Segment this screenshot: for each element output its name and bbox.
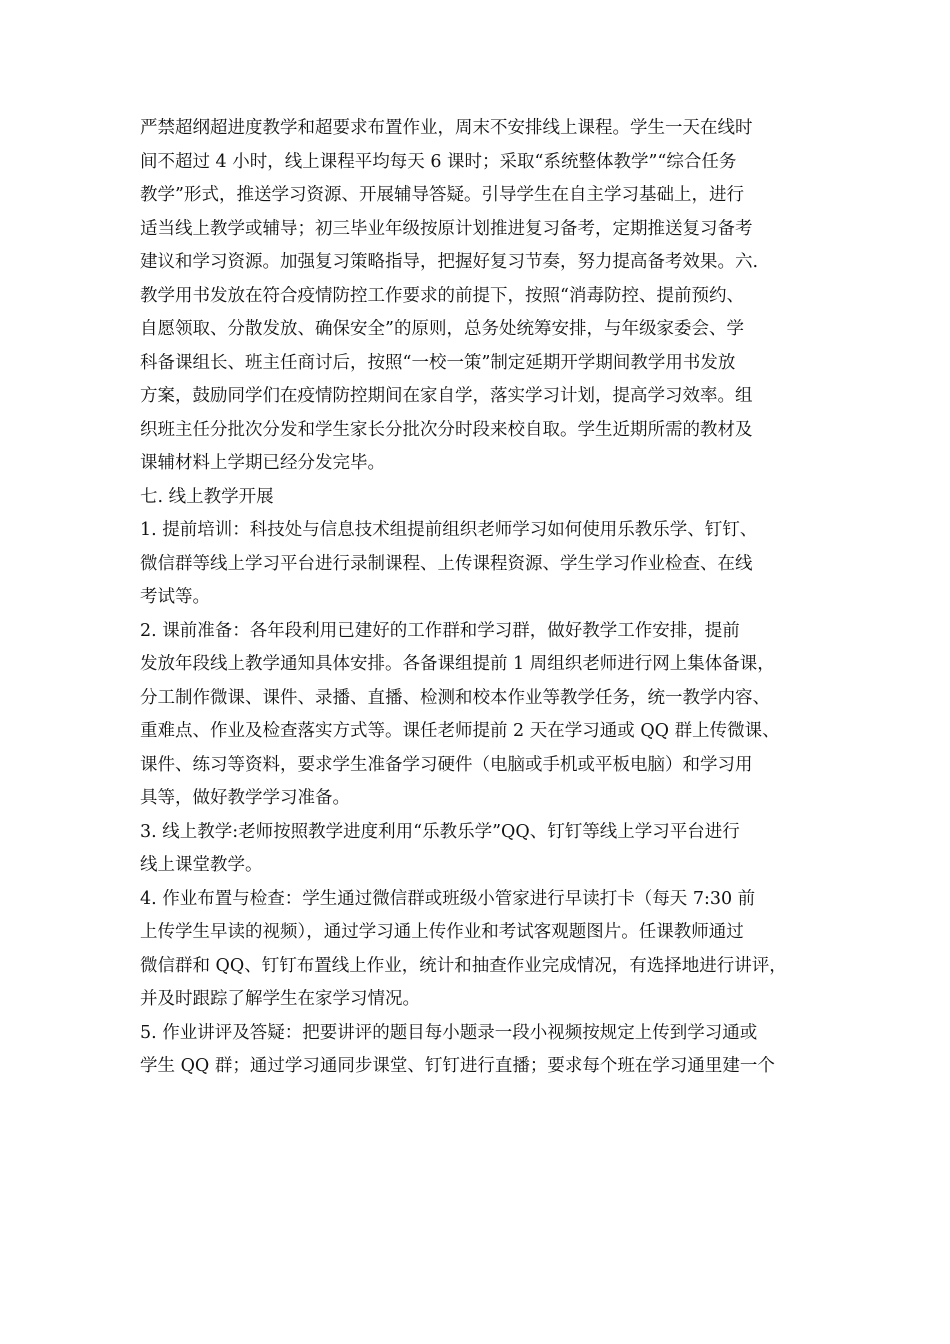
document-body: [140, 112, 830, 1084]
text-line: 建议和学习资源。加强复习策略指导，把握好复习节奏，努力提高备考效果。六.: [140, 252, 759, 272]
text-line: 线上课堂教学。: [140, 855, 263, 875]
text-line: 适当线上教学或辅导；初三毕业年级按原计划推进复习备考，定期推送复习备考: [140, 218, 753, 239]
text-line: 方案，鼓励同学们在疫情防控期间在家自学，落实学习计划，提高学习效率。组: [140, 386, 753, 406]
text-line: 间不超过 4 小时，线上课程平均每天 6 课时；采取“系统整体教学”“综合任务: [140, 151, 737, 172]
text-line: 上传学生早读的视频），通过学习通上传作业和考试客观题图片。任课教师通过: [140, 922, 744, 942]
section-heading: 七. 线上教学开展: [140, 486, 274, 507]
text-line: 课件、练习等资料，要求学生准备学习硬件（电脑或手机或平板电脑）和学习用: [140, 754, 753, 775]
text-line: 3. 线上教学:老师按照教学进度利用“乐教乐学”QQ、钉钉等线上学习平台进行: [140, 821, 740, 842]
text-line: 科备课组长、班主任商讨后，按照“一校一策”制定延期开学期间教学用书发放: [140, 352, 736, 373]
text-line: 分工制作微课、课件、录播、直播、检测和校本作业等教学任务，统一教学内容、: [140, 687, 770, 708]
text-line: 微信群和 QQ、钉钉布置线上作业，统计和抽查作业完成情况，有选择地进行讲评，: [140, 955, 787, 976]
text-line: 具等，做好教学学习准备。: [140, 788, 350, 808]
text-line: 2. 课前准备：各年段利用已建好的工作群和学习群，做好教学工作安排，提前: [140, 620, 740, 641]
text-line: 发放年段线上教学通知具体安排。各备课组提前 1 周组织老师进行网上集体备课，: [140, 654, 775, 674]
text-line: 重难点、作业及检查落实方式等。课任老师提前 2 天在学习通或 QQ 群上传微课、: [140, 721, 780, 741]
text-line: 微信群等线上学习平台进行录制课程、上传课程资源、学生学习作业检查、在线: [140, 553, 753, 574]
text-line: 1. 提前培训：科技处与信息技术组提前组织老师学习如何使用乐教乐学、钉钉、: [140, 520, 758, 540]
text-line: 学生 QQ 群；通过学习通同步课堂、钉钉进行直播；要求每个班在学习通里建一个: [140, 1056, 775, 1076]
text-line: 自愿领取、分散发放、确保安全”的原则，总务处统筹安排，与年级家委会、学: [140, 319, 744, 339]
text-line: 课辅材料上学期已经分发完毕。: [140, 453, 385, 473]
text-line: 并及时跟踪了解学生在家学习情况。: [140, 989, 420, 1009]
text-line: 严禁超纲超进度教学和超要求布置作业，周末不安排线上课程。学生一天在线时: [140, 118, 753, 138]
text-line: 教学”形式，推送学习资源、开展辅导答疑。引导学生在自主学习基础上，进行: [140, 185, 744, 205]
text-line: 织班主任分批次分发和学生家长分批次分时段来校自取。学生近期所需的教材及: [140, 419, 753, 440]
text-line: 考试等。: [140, 587, 210, 607]
text-line: 4. 作业布置与检查：学生通过微信群或班级小管家进行早读打卡（每天 7:30 前: [140, 888, 756, 909]
text-line: 教学用书发放在符合疫情防控工作要求的前提下，按照“消毒防控、提前预约、: [140, 285, 744, 306]
text-line: 5. 作业讲评及答疑：把要讲评的题目每小题录一段小视频按规定上传到学习通或: [140, 1022, 758, 1043]
